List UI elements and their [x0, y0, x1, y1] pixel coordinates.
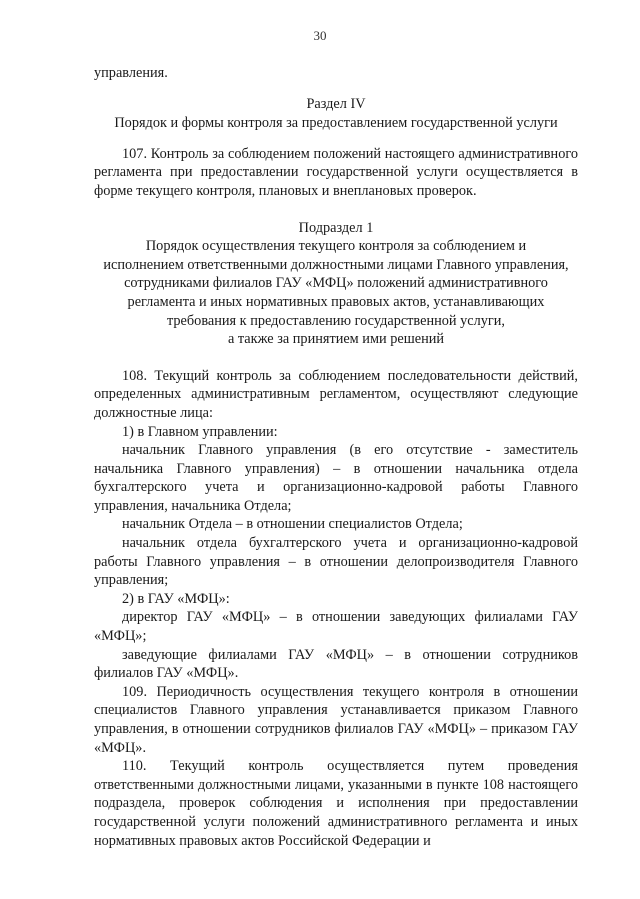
paragraph-108-item-2: 2) в ГАУ «МФЦ»:	[122, 590, 230, 607]
section-title: Раздел IV	[306, 95, 366, 112]
paragraph-108-item-1a: начальник Главного управления (в его отсутствие - заместитель начальника Главного управления) – в отношении начальника отдела бухгалтерского учета и организационно-кадровой работы Главного управления, начальника Отдела;	[94, 442, 578, 514]
paragraph-108-item-2b: заведующие филиалами ГАУ «МФЦ» – в отношении сотрудников филиалов ГАУ «МФЦ».	[94, 646, 578, 682]
subsection-heading-line: исполнением ответственными должностными лицами Главного управления,	[103, 256, 569, 273]
subsection-heading-line: Порядок осуществления текущего контроля за соблюдением и	[145, 238, 527, 255]
subsection-heading-line: сотрудниками филиалов ГАУ «МФЦ» положений административного	[124, 275, 548, 292]
subsection-heading-line: требования к предоставлению государственной услуги,	[166, 312, 505, 329]
paragraph-108-item-1c: начальник отдела бухгалтерского учета и организационно-кадровой работы Главного управления – в отношении делопроизводителя Главного управления;	[94, 535, 578, 589]
subsection-heading-line: а также за принятием ими решений	[227, 331, 445, 348]
paragraph-108: 108. Текущий контроль за соблюдением последовательности действий, определенных административным регламентом, осуществляют следующие должностные лица:	[94, 367, 578, 421]
paragraph-107: 107. Контроль за соблюдением положений настоящего административного регламента при предоставлении государственной услуги осуществляется в форме текущего контроля, плановых и внеплановых проверок.	[94, 145, 578, 199]
document-body	[94, 64, 578, 850]
section-subtitle: Порядок и формы контроля за предоставлением государственной услуги	[114, 115, 558, 132]
subsection-title: Подраздел 1	[298, 219, 374, 236]
subsection-heading-line: регламента и иных нормативных правовых актов, устанавливающих	[127, 293, 545, 310]
paragraph-110: 110. Текущий контроль осуществляется путем проведения ответственными должностными лицами, указанными в пункте 108 настоящего подраздела, проверок соблюдения и исполнения при предоставлении государственной услуги положений административного регламента и иных нормативных правовых актов Российской Федерации и	[94, 758, 578, 849]
page-number: 30	[313, 28, 327, 43]
paragraph-109: 109. Периодичность осуществления текущего контроля в отношении специалистов Главного управления устанавливается приказом Главного управления, в отношении сотрудников филиалов ГАУ «МФЦ» – приказом ГАУ «МФЦ».	[94, 683, 578, 756]
paragraph-108-item-1b: начальник Отдела – в отношении специалистов Отдела;	[122, 516, 463, 533]
lead-text: управления.	[94, 65, 168, 81]
paragraph-108-item-1: 1) в Главном управлении:	[122, 423, 278, 440]
paragraph-108-item-2a: директор ГАУ «МФЦ» – в отношении заведующих филиалами ГАУ «МФЦ»;	[94, 609, 578, 645]
